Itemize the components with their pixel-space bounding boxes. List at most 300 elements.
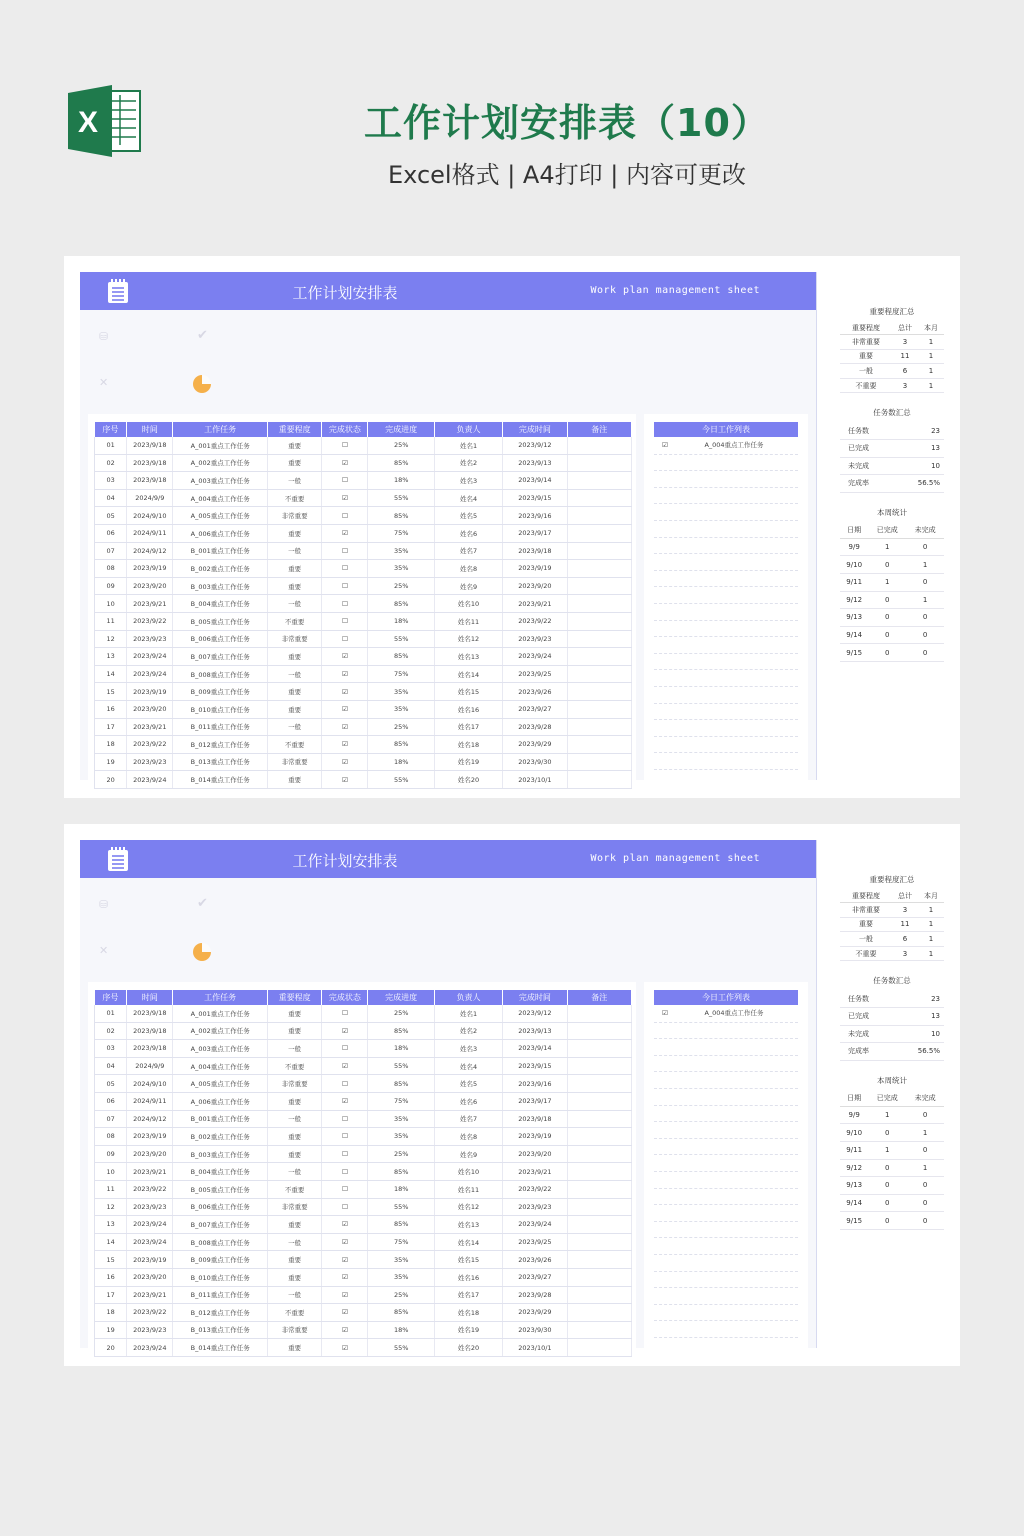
status-checkbox[interactable]: ☑ xyxy=(322,524,368,542)
summary-cell: 完成率 xyxy=(840,1043,895,1061)
table-cell xyxy=(567,560,631,578)
summary-row xyxy=(840,422,944,439)
table-cell: B_006重点工作任务 xyxy=(173,630,268,648)
today-list-title: 今日工作列表 xyxy=(654,422,798,437)
status-checkbox[interactable]: ☑ xyxy=(322,1022,368,1040)
status-checkbox[interactable]: ☑ xyxy=(322,665,368,683)
column-header: 完成时间 xyxy=(503,422,567,437)
today-list-item xyxy=(654,503,798,521)
today-list-item xyxy=(654,1254,798,1272)
status-checkbox[interactable]: ☐ xyxy=(322,1128,368,1146)
status-checkbox[interactable]: ☑ xyxy=(322,1092,368,1110)
table-cell: 2023/9/29 xyxy=(503,1304,567,1322)
status-checkbox[interactable]: ☐ xyxy=(322,542,368,560)
table-cell: 2023/9/19 xyxy=(503,560,567,578)
table-row xyxy=(95,1198,632,1216)
summary-row xyxy=(840,1043,944,1061)
table-cell: 13 xyxy=(95,1216,127,1234)
table-cell: 2023/9/15 xyxy=(503,1057,567,1075)
status-checkbox[interactable]: ☑ xyxy=(322,1251,368,1269)
status-checkbox[interactable]: ☑ xyxy=(322,1057,368,1075)
table-cell: B_009重点工作任务 xyxy=(173,683,268,701)
today-list-item xyxy=(654,553,798,571)
table-cell: 姓名8 xyxy=(434,1128,502,1146)
status-checkbox[interactable]: ☐ xyxy=(322,507,368,525)
today-list-item xyxy=(654,752,798,770)
table-cell: B_007重点工作任务 xyxy=(173,648,268,666)
table-cell: 姓名20 xyxy=(434,1339,502,1357)
table-cell: 15 xyxy=(95,683,127,701)
table-cell: 2023/9/22 xyxy=(127,612,173,630)
today-list-title: 今日工作列表 xyxy=(654,990,798,1005)
table-cell: B_013重点工作任务 xyxy=(173,753,268,771)
status-checkbox[interactable]: ☐ xyxy=(322,1075,368,1093)
table-cell: 2023/9/25 xyxy=(503,1233,567,1251)
table-cell: 2023/9/22 xyxy=(127,1304,173,1322)
table-cell: 一般 xyxy=(267,718,321,736)
table-cell: 非常重要 xyxy=(267,1321,321,1339)
table-cell: 2023/9/30 xyxy=(503,753,567,771)
table-cell: 重要 xyxy=(267,1128,321,1146)
table-row xyxy=(95,1022,632,1040)
summary-cell: 完成率 xyxy=(840,475,895,493)
summary-row xyxy=(840,349,944,364)
table-cell: B_011重点工作任务 xyxy=(173,1286,268,1304)
summary-cell: 0 xyxy=(868,591,906,609)
summary-header: 未完成 xyxy=(906,1090,944,1107)
status-checkbox[interactable]: ☑ xyxy=(322,454,368,472)
today-list-item xyxy=(654,537,798,555)
summary-cell: 9/15 xyxy=(840,644,868,662)
table-cell: 2023/9/28 xyxy=(503,1286,567,1304)
status-checkbox[interactable]: ☐ xyxy=(322,1180,368,1198)
table-cell: 2023/9/27 xyxy=(503,700,567,718)
table-cell xyxy=(567,1216,631,1234)
table-cell xyxy=(567,648,631,666)
summary-cell: 1 xyxy=(918,903,944,918)
status-checkbox[interactable]: ☑ xyxy=(322,753,368,771)
status-checkbox[interactable]: ☑ xyxy=(322,700,368,718)
table-cell: 2024/9/11 xyxy=(127,1092,173,1110)
table-cell: 06 xyxy=(95,524,127,542)
column-header: 备注 xyxy=(567,990,631,1005)
table-cell xyxy=(567,1075,631,1093)
table-cell: 02 xyxy=(95,1022,127,1040)
table-row xyxy=(95,524,632,542)
table-row xyxy=(95,595,632,613)
sheet-header xyxy=(80,840,816,878)
summary-cell: 非常重要 xyxy=(840,335,892,350)
table-cell: 75% xyxy=(368,1233,434,1251)
table-cell: B_008重点工作任务 xyxy=(173,1233,268,1251)
table-cell: A_002重点工作任务 xyxy=(173,1022,268,1040)
today-list-item xyxy=(654,736,798,754)
status-checkbox[interactable]: ☐ xyxy=(322,1198,368,1216)
table-cell: 35% xyxy=(368,700,434,718)
table-cell: 姓名6 xyxy=(434,524,502,542)
table-cell xyxy=(567,1321,631,1339)
table-cell: 姓名10 xyxy=(434,1163,502,1181)
status-checkbox[interactable]: ☑ xyxy=(322,1216,368,1234)
table-cell: 2023/9/26 xyxy=(503,683,567,701)
table-row xyxy=(95,1339,632,1357)
status-checkbox[interactable]: ☐ xyxy=(322,630,368,648)
table-cell: 18% xyxy=(368,753,434,771)
table-cell: 2023/9/14 xyxy=(503,472,567,490)
table-cell: 姓名18 xyxy=(434,1304,502,1322)
status-checkbox[interactable]: ☑ xyxy=(322,1286,368,1304)
summary-header: 未完成 xyxy=(906,522,944,539)
table-cell: 一般 xyxy=(267,542,321,560)
table-cell: 姓名16 xyxy=(434,1268,502,1286)
dashboard-icons xyxy=(80,878,816,978)
table-cell: 18% xyxy=(368,1040,434,1058)
table-cell: 75% xyxy=(368,665,434,683)
table-cell: 2023/9/21 xyxy=(127,718,173,736)
table-cell: B_001重点工作任务 xyxy=(173,1110,268,1128)
table-cell: 17 xyxy=(95,718,127,736)
table-cell: 2023/9/18 xyxy=(503,1110,567,1128)
table-row xyxy=(95,560,632,578)
table-cell: 2023/9/24 xyxy=(127,665,173,683)
table-cell: B_014重点工作任务 xyxy=(173,771,268,789)
summary-cell: 0 xyxy=(906,573,944,591)
table-cell: 35% xyxy=(368,1268,434,1286)
table-cell: 姓名3 xyxy=(434,1040,502,1058)
sheet-title: 工作计划安排表 xyxy=(292,284,398,302)
today-list-item xyxy=(654,470,798,488)
table-cell: 姓名4 xyxy=(434,489,502,507)
table-cell xyxy=(567,1057,631,1075)
table-cell xyxy=(567,542,631,560)
table-cell: 07 xyxy=(95,542,127,560)
table-cell: 09 xyxy=(95,577,127,595)
today-item-checkbox[interactable]: ☑ xyxy=(662,441,668,449)
summary-row xyxy=(840,591,944,609)
status-checkbox[interactable]: ☑ xyxy=(322,489,368,507)
status-checkbox[interactable]: ☑ xyxy=(322,1233,368,1251)
table-cell: 25% xyxy=(368,437,434,454)
table-cell: B_003重点工作任务 xyxy=(173,577,268,595)
table-row xyxy=(95,1128,632,1146)
summary-cell: 0 xyxy=(906,1194,944,1212)
summary-row xyxy=(840,609,944,627)
status-checkbox[interactable]: ☐ xyxy=(322,595,368,613)
summary-cell: 一般 xyxy=(840,932,892,947)
table-cell xyxy=(567,1198,631,1216)
table-cell: 55% xyxy=(368,1339,434,1357)
table-cell xyxy=(567,472,631,490)
pie-chart-icon xyxy=(193,943,211,961)
today-item-text: A_004重点工作任务 xyxy=(704,441,764,449)
status-checkbox[interactable]: ☐ xyxy=(322,612,368,630)
column-header: 负责人 xyxy=(434,422,502,437)
table-cell: 2023/9/23 xyxy=(127,630,173,648)
table-cell: 19 xyxy=(95,753,127,771)
status-checkbox[interactable]: ☑ xyxy=(322,1339,368,1357)
table-cell: 姓名9 xyxy=(434,577,502,595)
table-cell: 重要 xyxy=(267,437,321,454)
status-checkbox[interactable]: ☐ xyxy=(322,1040,368,1058)
status-checkbox[interactable]: ☑ xyxy=(322,736,368,754)
table-row xyxy=(95,437,632,454)
summary-header: 总计 xyxy=(892,889,918,903)
summary-cell: 0 xyxy=(868,1177,906,1195)
table-cell: 85% xyxy=(368,595,434,613)
table-row xyxy=(95,683,632,701)
table-cell: 85% xyxy=(368,1075,434,1093)
table-cell: 2023/9/18 xyxy=(127,454,173,472)
table-row xyxy=(95,1005,632,1022)
table-cell xyxy=(567,753,631,771)
summary-cell: 13 xyxy=(895,1007,944,1025)
table-cell: 2023/9/21 xyxy=(503,595,567,613)
summary-cell: 0 xyxy=(868,1194,906,1212)
today-list-item xyxy=(654,1138,798,1156)
page-subtitle: Excel格式 | A4打印 | 内容可更改 xyxy=(388,161,746,189)
table-cell: 一般 xyxy=(267,1163,321,1181)
table-cell: 姓名9 xyxy=(434,1145,502,1163)
column-header: 重要程度 xyxy=(267,990,321,1005)
table-cell: 35% xyxy=(368,683,434,701)
status-checkbox[interactable]: ☑ xyxy=(322,1268,368,1286)
importance-summary-title: 重要程度汇总 xyxy=(869,307,915,316)
table-cell: 不重要 xyxy=(267,1180,321,1198)
status-checkbox[interactable]: ☐ xyxy=(322,577,368,595)
table-row xyxy=(95,1216,632,1234)
table-cell: 2023/9/24 xyxy=(503,648,567,666)
table-cell: 2023/9/18 xyxy=(127,1022,173,1040)
table-cell: 18 xyxy=(95,736,127,754)
summary-cell: 9/10 xyxy=(840,556,868,574)
table-cell: 不重要 xyxy=(267,1304,321,1322)
table-cell xyxy=(567,577,631,595)
table-cell xyxy=(567,718,631,736)
summary-cell: 6 xyxy=(892,364,918,379)
summary-cell: 10 xyxy=(895,1025,944,1043)
today-list-item xyxy=(654,1071,798,1089)
table-cell: 2023/9/29 xyxy=(503,736,567,754)
table-row xyxy=(95,1145,632,1163)
table-cell: 75% xyxy=(368,524,434,542)
table-cell: 55% xyxy=(368,1057,434,1075)
summary-cell: 0 xyxy=(906,626,944,644)
table-cell: B_002重点工作任务 xyxy=(173,560,268,578)
summary-cell: 1 xyxy=(868,538,906,556)
table-cell: 08 xyxy=(95,1128,127,1146)
dashboard-icons xyxy=(80,310,816,410)
inbox-icon: ⛁ xyxy=(99,898,109,911)
summary-cell: 0 xyxy=(868,1124,906,1142)
summary-cell: 任务数 xyxy=(840,422,895,439)
today-list-item xyxy=(654,487,798,505)
table-cell: 姓名1 xyxy=(434,437,502,454)
table-cell: 2023/9/23 xyxy=(127,753,173,771)
table-cell: 2023/9/24 xyxy=(127,1339,173,1357)
table-cell xyxy=(567,1005,631,1022)
table-cell: 2023/9/19 xyxy=(127,1251,173,1269)
table-cell: 55% xyxy=(368,630,434,648)
summary-cell: 一般 xyxy=(840,364,892,379)
table-cell: 非常重要 xyxy=(267,507,321,525)
table-cell: 2023/9/24 xyxy=(127,1216,173,1234)
summary-cell: 0 xyxy=(906,538,944,556)
today-list-item xyxy=(654,686,798,704)
status-checkbox[interactable]: ☑ xyxy=(322,683,368,701)
today-list-item xyxy=(654,1237,798,1255)
table-cell: 85% xyxy=(368,454,434,472)
table-row xyxy=(95,718,632,736)
table-cell: 姓名2 xyxy=(434,454,502,472)
table-cell: 2023/9/19 xyxy=(503,1128,567,1146)
table-row xyxy=(95,1057,632,1075)
summary-header: 已完成 xyxy=(868,1090,906,1107)
table-cell: 85% xyxy=(368,1216,434,1234)
table-cell xyxy=(567,507,631,525)
table-cell: 姓名12 xyxy=(434,630,502,648)
today-list-item xyxy=(654,1154,798,1172)
table-cell: 2024/9/11 xyxy=(127,524,173,542)
today-list-item xyxy=(654,454,798,472)
status-checkbox[interactable]: ☑ xyxy=(322,1321,368,1339)
table-cell: 2023/9/30 xyxy=(503,1321,567,1339)
table-cell: 35% xyxy=(368,1128,434,1146)
table-cell: 85% xyxy=(368,736,434,754)
table-cell: A_003重点工作任务 xyxy=(173,1040,268,1058)
status-checkbox[interactable]: ☑ xyxy=(322,771,368,789)
column-header: 负责人 xyxy=(434,990,502,1005)
table-cell: 16 xyxy=(95,1268,127,1286)
summary-row xyxy=(840,1025,944,1043)
table-cell: 2023/9/18 xyxy=(127,472,173,490)
table-cell: 18 xyxy=(95,1304,127,1322)
table-cell: 重要 xyxy=(267,524,321,542)
table-cell: 姓名20 xyxy=(434,771,502,789)
table-cell: B_012重点工作任务 xyxy=(173,1304,268,1322)
summary-cell: 未完成 xyxy=(840,1025,895,1043)
table-cell: B_009重点工作任务 xyxy=(173,1251,268,1269)
summary-sidebar xyxy=(840,874,944,1244)
summary-row xyxy=(840,990,944,1007)
table-cell: 重要 xyxy=(267,683,321,701)
table-cell xyxy=(567,665,631,683)
sheet-preview-panel-1 xyxy=(64,256,960,798)
table-cell xyxy=(567,1251,631,1269)
status-checkbox[interactable]: ☐ xyxy=(322,437,368,454)
table-cell: 重要 xyxy=(267,700,321,718)
table-cell: 不重要 xyxy=(267,612,321,630)
status-checkbox[interactable]: ☐ xyxy=(322,560,368,578)
summary-cell: 1 xyxy=(918,364,944,379)
table-cell: 2023/9/15 xyxy=(503,489,567,507)
table-cell xyxy=(567,612,631,630)
table-cell: 重要 xyxy=(267,1022,321,1040)
table-cell xyxy=(567,1128,631,1146)
summary-cell: 9/10 xyxy=(840,1124,868,1142)
summary-row xyxy=(840,1159,944,1177)
today-list-item xyxy=(654,1088,798,1106)
summary-header: 本月 xyxy=(918,889,944,903)
table-cell: 14 xyxy=(95,1233,127,1251)
table-cell xyxy=(567,771,631,789)
table-cell: A_005重点工作任务 xyxy=(173,1075,268,1093)
summary-cell: 不重要 xyxy=(840,378,892,393)
summary-row xyxy=(840,457,944,475)
status-checkbox[interactable]: ☐ xyxy=(322,1005,368,1022)
summary-cell: 9/14 xyxy=(840,626,868,644)
table-cell: 姓名17 xyxy=(434,718,502,736)
status-checkbox[interactable]: ☑ xyxy=(322,1304,368,1322)
table-cell: 85% xyxy=(368,648,434,666)
task-table-container xyxy=(88,982,636,1362)
table-cell: 重要 xyxy=(267,1005,321,1022)
svg-text:X: X xyxy=(77,106,99,139)
summary-cell: 9/11 xyxy=(840,573,868,591)
summary-cell: 0 xyxy=(868,556,906,574)
table-cell: 姓名15 xyxy=(434,1251,502,1269)
today-item-text: A_004重点工作任务 xyxy=(704,1009,764,1017)
today-item-checkbox[interactable]: ☑ xyxy=(662,1009,668,1017)
summary-cell: 10 xyxy=(895,457,944,475)
status-checkbox[interactable]: ☐ xyxy=(322,1163,368,1181)
today-list-item xyxy=(654,620,798,638)
summary-cell: 1 xyxy=(918,349,944,364)
table-row xyxy=(95,753,632,771)
table-cell: B_005重点工作任务 xyxy=(173,1180,268,1198)
table-cell: 2023/9/23 xyxy=(127,1198,173,1216)
today-list-item xyxy=(654,570,798,588)
table-cell: 2023/9/17 xyxy=(503,1092,567,1110)
summary-row xyxy=(840,378,944,393)
summary-cell: 56.5% xyxy=(895,1043,944,1061)
table-row xyxy=(95,612,632,630)
table-cell: 非常重要 xyxy=(267,1198,321,1216)
table-cell: 2023/9/23 xyxy=(127,1321,173,1339)
table-row xyxy=(95,665,632,683)
week-stats-title: 本周统计 xyxy=(877,1075,907,1085)
table-cell xyxy=(567,630,631,648)
sheet-title-en: Work plan management sheet xyxy=(590,853,760,864)
column-header: 重要程度 xyxy=(267,422,321,437)
table-cell: 25% xyxy=(368,1005,434,1022)
table-cell: 姓名4 xyxy=(434,1057,502,1075)
status-checkbox[interactable]: ☑ xyxy=(322,648,368,666)
table-cell: 姓名7 xyxy=(434,1110,502,1128)
table-cell: 04 xyxy=(95,1057,127,1075)
table-cell: 2023/9/12 xyxy=(503,1005,567,1022)
summary-row xyxy=(840,917,944,932)
summary-cell: 1 xyxy=(906,556,944,574)
table-row xyxy=(95,454,632,472)
table-cell: 重要 xyxy=(267,1339,321,1357)
table-cell: 姓名19 xyxy=(434,1321,502,1339)
table-cell: 姓名10 xyxy=(434,595,502,613)
table-cell: 姓名11 xyxy=(434,1180,502,1198)
table-cell: B_011重点工作任务 xyxy=(173,718,268,736)
status-checkbox[interactable]: ☐ xyxy=(322,1110,368,1128)
table-cell: 一般 xyxy=(267,665,321,683)
status-checkbox[interactable]: ☐ xyxy=(322,472,368,490)
table-cell: 10 xyxy=(95,1163,127,1181)
summary-cell: 3 xyxy=(892,903,918,918)
table-cell: 姓名3 xyxy=(434,472,502,490)
status-checkbox[interactable]: ☑ xyxy=(322,718,368,736)
status-checkbox[interactable]: ☐ xyxy=(322,1145,368,1163)
summary-row xyxy=(840,1007,944,1025)
table-row xyxy=(95,630,632,648)
summary-cell: 23 xyxy=(895,990,944,1007)
today-list-item xyxy=(654,1188,798,1206)
